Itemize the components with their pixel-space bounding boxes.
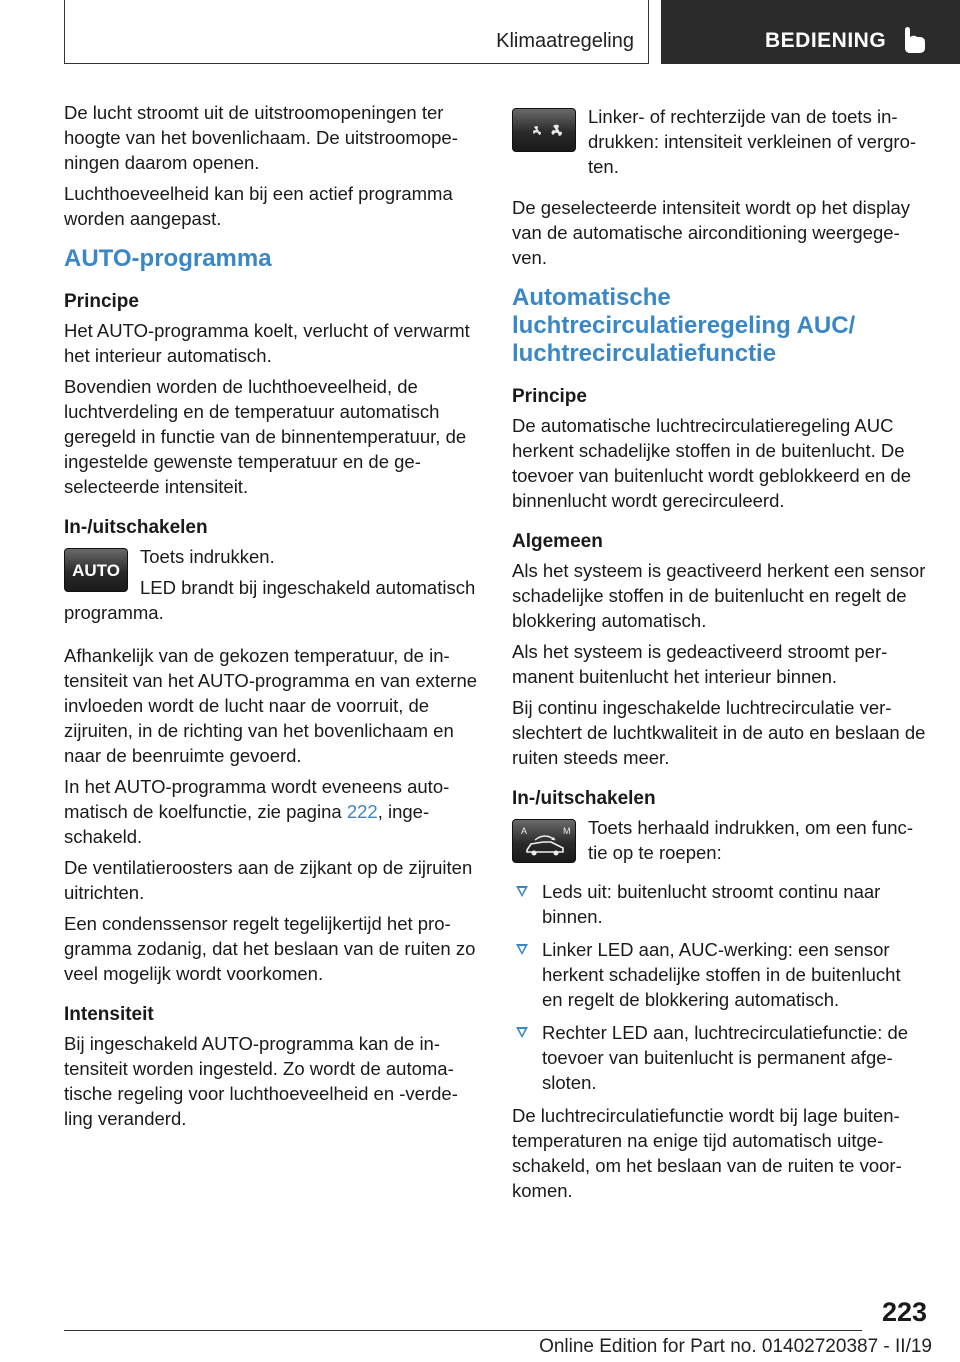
subheading-in-uitschakelen-right: In-/uitschakelen bbox=[512, 788, 656, 809]
subheading-algemeen: Algemeen bbox=[512, 531, 603, 552]
intro-paragraph-2: Luchthoeveelheid kan bij een actief programma worden aangepast. bbox=[64, 183, 453, 229]
recirculation-car-icon bbox=[513, 820, 577, 864]
closing-paragraph: De luchtrecirculatiefunctie wordt bij lage buitentemperaturen na enige tijd automatisch uitgeschakeld, om het beslaan van de ruiten te voorkomen. bbox=[512, 1105, 902, 1201]
bullet-text: Leds uit: buitenlucht stroomt continu naar binnen. bbox=[542, 881, 881, 927]
recirc-bullet-list bbox=[512, 879, 926, 1095]
bullet-text: Rechter LED aan, luchtrecirculatiefunctie: de toevoer van buitenlucht is permanent afgesloten. bbox=[542, 1022, 909, 1093]
auto-button-image bbox=[64, 548, 128, 592]
heading-auc: Automatische luchtrecirculatieregeling AUC/ luchtrecirculatiefunctie bbox=[512, 284, 856, 367]
fan-icon bbox=[513, 109, 577, 153]
algemeen-paragraph-3: Bij continu ingeschakelde luchtrecirculatie verslechtert de luchtkwaliteit in de auto en beslaan de ruiten steeds meer. bbox=[512, 697, 926, 768]
fan-button-text: Linker- of rechterzijde van de toets indrukken: intensiteit verkleinen of vergroten. bbox=[588, 106, 917, 177]
subheading-principe-right: Principe bbox=[512, 386, 587, 407]
principe-paragraph-2: Bovendien worden de luchthoeveelheid, de luchtverdeling en de temperatuur automatisch geregeld in functie van de binnentemperatuur, de ingestelde gewenste temperatuur en de geselecteerde intensiteit. bbox=[64, 376, 467, 497]
body-paragraph-2 bbox=[64, 774, 478, 849]
body-paragraph-2-tail: , ingeschakeld. bbox=[64, 801, 430, 847]
bullet-text: Linker LED aan, AUC-werking: een sensor herkent schadelijke stoffen in de buitenlucht en regelt de blokkering automatisch. bbox=[542, 939, 901, 1010]
auto-step-2: LED brandt bij ingeschakeld automatisch programma. bbox=[64, 577, 476, 623]
algemeen-paragraph-1: Als het systeem is geactiveerd herkent een sensor schadelijke stoffen in de buitenlucht en regelt de blokkering automatisch. bbox=[512, 560, 926, 631]
recirc-label-a: A bbox=[521, 826, 528, 836]
triangle-bullet-icon bbox=[516, 1027, 528, 1038]
intro-paragraph-1: De lucht stroomt uit de uitstroomopeningen ter hoogte van het bovenlichaam. De uitstroomopeningen daarom openen. bbox=[64, 102, 458, 173]
auto-button-instruction bbox=[64, 544, 478, 631]
footer-divider bbox=[64, 1330, 862, 1331]
fan-button-image bbox=[512, 108, 576, 152]
footer-edition-text: Online Edition for Part no. 01402720387 - II/19 bbox=[539, 1336, 932, 1357]
fan-paragraph-2: De geselecteerde intensiteit wordt op het display van de automatische airconditioning weergegeven. bbox=[512, 197, 910, 268]
subheading-intensiteit: Intensiteit bbox=[64, 1004, 154, 1025]
intensiteit-paragraph: Bij ingeschakeld AUTO-programma kan de intensiteit worden ingesteld. Zo wordt de automatische regeling voor luchthoeveelheid en -verdeling veranderd. bbox=[64, 1033, 458, 1129]
subheading-in-uitschakelen: In-/uitschakelen bbox=[64, 517, 208, 538]
body-paragraph-4: Een condenssensor regelt tegelijkertijd het programma zodanig, dat het beslaan van de ruiten zo veel mogelijk wordt voorkomen. bbox=[64, 913, 476, 984]
right-column bbox=[512, 104, 926, 1209]
list-item bbox=[512, 1020, 926, 1095]
auto-step-1: Toets indrukken. bbox=[140, 546, 275, 567]
page-number: 223 bbox=[881, 1297, 927, 1327]
page-222-link[interactable]: 222 bbox=[346, 801, 378, 822]
list-item bbox=[512, 937, 926, 1012]
recirc-label-m: M bbox=[563, 826, 571, 836]
hand-pointer-icon bbox=[901, 26, 927, 54]
triangle-bullet-icon bbox=[516, 886, 528, 897]
recirc-button-text: Toets herhaald indrukken, om een functie op te roepen: bbox=[588, 817, 913, 863]
body-paragraph-2-text: In het AUTO-programma wordt eveneens automatisch de koelfunctie, zie pagina bbox=[64, 776, 450, 822]
auto-button-label: AUTO bbox=[72, 561, 120, 580]
principe-paragraph-1: Het AUTO-programma koelt, verlucht of verwarmt het interieur automatisch. bbox=[64, 320, 470, 366]
header-chapter-box bbox=[661, 0, 960, 64]
recirc-button-image bbox=[512, 819, 576, 863]
body-paragraph-3: De ventilatieroosters aan de zijkant op de zijruiten uitrichten. bbox=[64, 857, 473, 903]
auc-principe-paragraph: De automatische luchtrecirculatieregeling AUC herkent schadelijke stoffen in de buitenlucht. De toevoer van buitenlucht wordt geblokkeerd en de binnenlucht wordt gerecirculeerd. bbox=[512, 415, 912, 511]
heading-auto-programma: AUTO-programma bbox=[64, 245, 272, 272]
triangle-bullet-icon bbox=[516, 944, 528, 955]
header-section-title: Klimaatregeling bbox=[496, 30, 634, 52]
fan-button-instruction bbox=[512, 104, 926, 185]
recirc-button-instruction bbox=[512, 815, 926, 871]
list-item bbox=[512, 879, 926, 929]
header-chapter-title: BEDIENING bbox=[765, 29, 887, 52]
header-section-box bbox=[64, 0, 649, 64]
left-column bbox=[64, 100, 478, 1137]
algemeen-paragraph-2: Als het systeem is gedeactiveerd stroomt permanent buitenlucht het interieur binnen. bbox=[512, 641, 888, 687]
body-paragraph-1: Afhankelijk van de gekozen temperatuur, de intensiteit van het AUTO-programma en van externe invloeden wordt de lucht naar de voorruit, de zijruiten, in de richting van het bovenlichaam en naar de beenruimte gevoerd. bbox=[64, 645, 478, 766]
subheading-principe: Principe bbox=[64, 291, 139, 312]
